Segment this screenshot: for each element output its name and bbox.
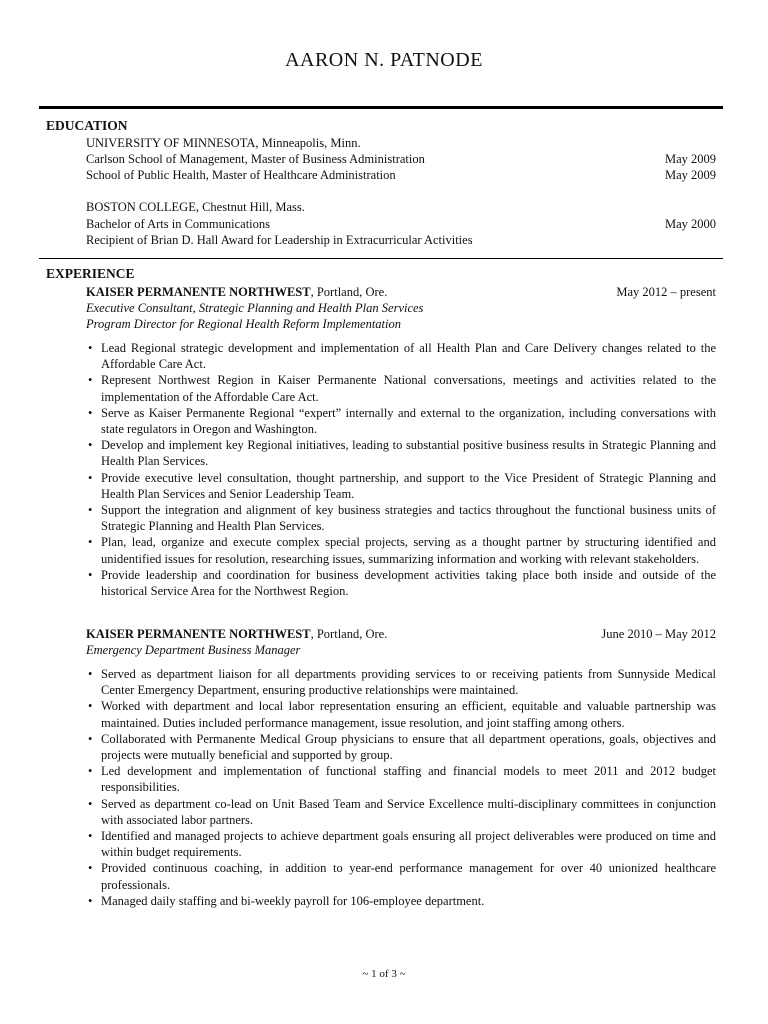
- job-location: , Portland, Ore.: [310, 285, 388, 299]
- school-line: [86, 199, 716, 215]
- job-title: Executive Consultant, Strategic Planning and Health Plan Services: [86, 301, 424, 315]
- bullet-item: • Lead Regional strategic development and implementation of all Health Plan and Care Delivery changes related to the Affordable Care Act.: [86, 340, 716, 372]
- job-dates: May 2012 – present: [616, 285, 716, 299]
- bullet-item: • Served as department liaison for all departments providing services to or receiving patients from Sunnyside Medical Center Emergency Department, ensuring productive relationships were maintained.: [86, 666, 716, 698]
- bullet-item: • Provided continuous coaching, in addition to year-end performance management for over 40 unionized healthcare professionals.: [86, 860, 716, 892]
- job-header: [86, 284, 716, 300]
- section-divider: [39, 258, 723, 259]
- bullet-item: • Worked with department and local labor representation ensuring an efficient, equitable and valuable partnership was maintained. Duties included performance management, issue resolution, and joint staffing among others.: [86, 698, 716, 730]
- job-bullets: [86, 666, 716, 909]
- degree-line: [86, 216, 716, 232]
- job-location: , Portland, Ore.: [310, 627, 388, 641]
- bullet-item: • Collaborated with Permanente Medical Group physicians to ensure that all department operations, goals, objectives and projects were mutually beneficial and supported by group.: [86, 731, 716, 763]
- job-employer: KAISER PERMANENTE NORTHWEST: [86, 627, 311, 641]
- bullet-item: • Identified and managed projects to achieve department goals ensuring all project deliverables were produced on time and within budget requirements.: [86, 828, 716, 860]
- bullet-item: • Served as department co-lead on Unit Based Team and Service Excellence multi-disciplinary committees in conjunction with associated labor partners.: [86, 796, 716, 828]
- degree-line: [86, 151, 716, 167]
- degree-date: May 2009: [664, 152, 716, 166]
- header-divider: [39, 106, 723, 109]
- job-bullets: [86, 340, 716, 599]
- school-location: , Minneapolis, Minn.: [255, 136, 361, 150]
- award-text: Recipient of Brian D. Hall Award for Leadership in Extracurricular Activities: [86, 233, 473, 247]
- school-line: [86, 135, 716, 151]
- school-institution: UNIVERSITY OF MINNESOTA: [86, 136, 256, 150]
- degree-date: May 2009: [664, 168, 716, 182]
- bullet-item: • Provide executive level consultation, thought partnership, and support to the Vice President of Strategic Planning and Health Plan Services and Senior Leadership Team.: [86, 470, 716, 502]
- education-heading: EDUCATION: [46, 118, 128, 133]
- degree-text: Bachelor of Arts in Communications: [86, 217, 271, 231]
- bullet-item: • Led development and implementation of functional staffing and financial models to meet 2011 and 2012 budget responsibilities.: [86, 763, 716, 795]
- page-number: ~ 1 of 3 ~: [362, 968, 406, 980]
- degree-line: [86, 167, 716, 183]
- bullet-item: • Serve as Kaiser Permanente Regional “expert” internally and external to the organization, including conversations with state regulators in Oregon and Washington.: [86, 405, 716, 437]
- bullet-item: • Plan, lead, organize and execute complex special projects, serving as a thought partner by structuring identified and unidentified issues for resolution, researching issues, summarizing information and working with relevant stakeholders.: [86, 534, 716, 566]
- degree-date: May 2000: [664, 217, 716, 231]
- job-title: Emergency Department Business Manager: [86, 643, 301, 657]
- bullet-item: • Provide leadership and coordination for business development activities taking place both inside and outside of the historical Service Area for the Northwest Region.: [86, 567, 716, 599]
- degree-text: Carlson School of Management, Master of Business Administration: [86, 152, 425, 166]
- job-employer: KAISER PERMANENTE NORTHWEST: [86, 285, 311, 299]
- bullet-item: • Represent Northwest Region in Kaiser Permanente National conversations, meetings and activities related to the implementation of the Affordable Care Act.: [86, 372, 716, 404]
- school-institution: BOSTON COLLEGE: [86, 200, 196, 214]
- school-location: , Chestnut Hill, Mass.: [195, 200, 305, 214]
- degree-line: [86, 232, 716, 248]
- degree-text: School of Public Health, Master of Healthcare Administration: [86, 168, 396, 182]
- job-dates: June 2010 – May 2012: [601, 627, 716, 641]
- bullet-item: • Support the integration and alignment of key business strategies and tactics throughout the functional business units of Strategic Planning and Health Plan Services.: [86, 502, 716, 534]
- job-header: [86, 626, 716, 642]
- bullet-item: • Develop and implement key Regional initiatives, leading to substantial positive business results in Strategic Planning and Health Plan Services.: [86, 437, 716, 469]
- bullet-item: • Managed daily staffing and bi-weekly payroll for 106-employee department.: [86, 893, 716, 909]
- job-title: Program Director for Regional Health Reform Implementation: [86, 317, 402, 331]
- experience-heading: EXPERIENCE: [46, 266, 135, 281]
- candidate-name: AARON N. PATNODE: [285, 49, 483, 71]
